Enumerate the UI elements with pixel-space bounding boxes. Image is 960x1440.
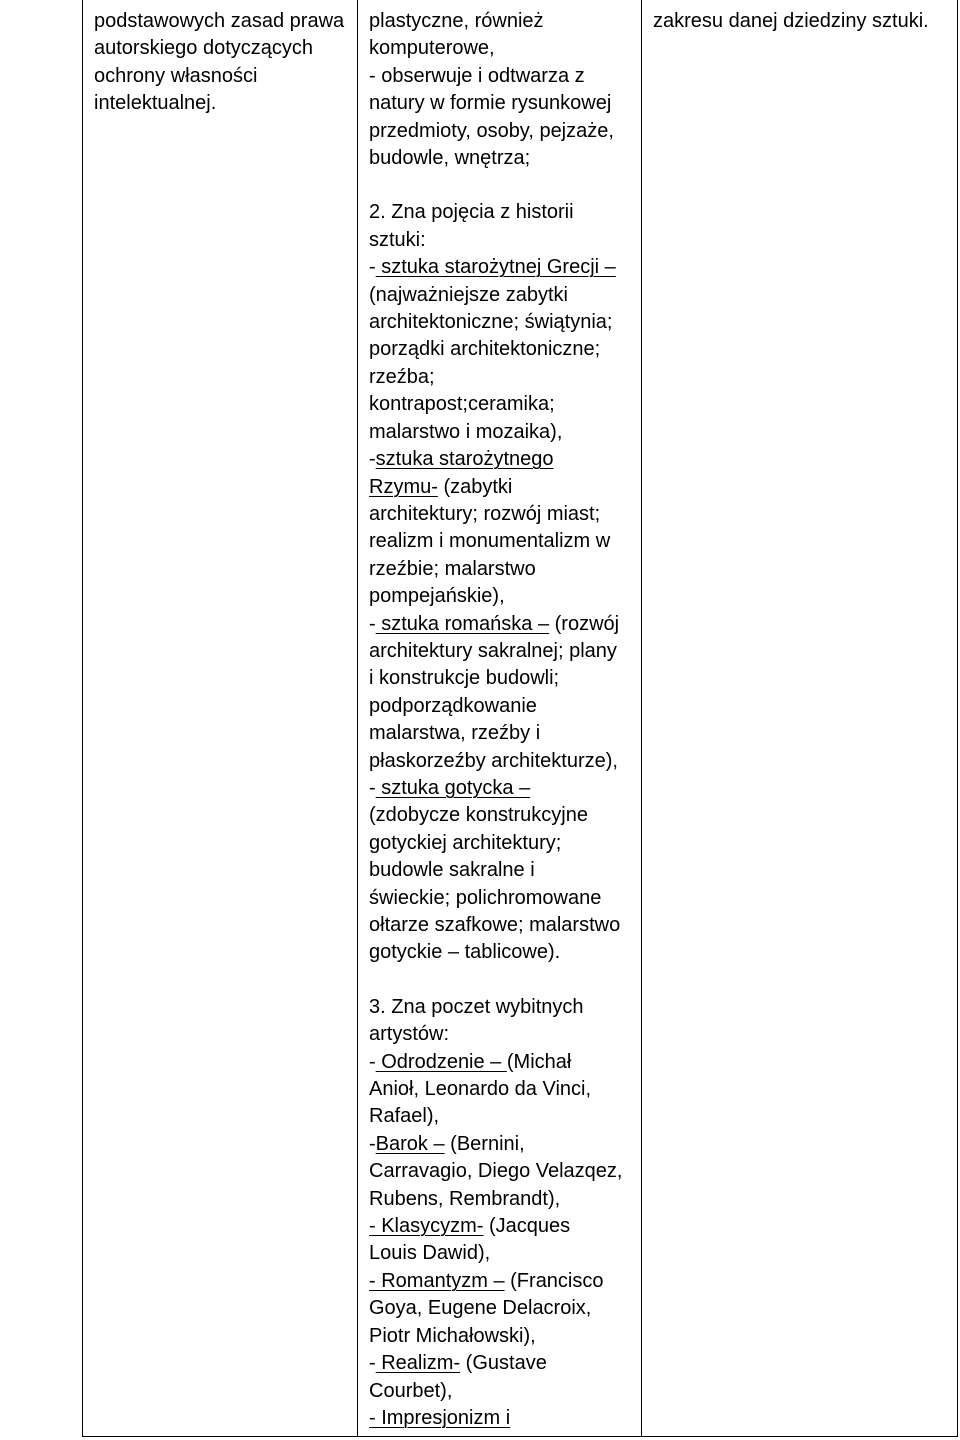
text-line: malarstwa, rzeźby i: [369, 722, 541, 745]
text-line: budowle sakralne i: [369, 859, 535, 882]
term-classicism: - Klasycyzm-: [369, 1215, 484, 1238]
text-line: (zdobycze konstrukcyjne: [369, 804, 588, 827]
section-1-skills: [369, 8, 631, 172]
text-line: malarstwo i mozaika),: [369, 420, 563, 443]
term-line-romanticism: - Romantyzm – (Francisco: [369, 1269, 604, 1292]
text-line: Goya, Eugene Delacroix,: [369, 1297, 592, 1320]
text-line: architektury sakralnej; plany: [369, 639, 617, 662]
table-row: [83, 0, 958, 1437]
text-line: komputerowe,: [369, 37, 495, 60]
text-line: artystów:: [369, 1023, 450, 1046]
term-line-baroque: -Barok – (Bernini,: [369, 1132, 525, 1155]
text-line: 2. Zna pojęcia z historii: [369, 201, 574, 224]
text-line: Anioł, Leonardo da Vinci,: [369, 1078, 592, 1101]
term-line-realism: - Realizm- (Gustave: [369, 1352, 547, 1375]
text-line: - obserwuje i odtwarza z: [369, 64, 585, 87]
text-line: podstawowych zasad prawa: [94, 10, 345, 32]
text-line: świeckie; polichromowane: [369, 886, 602, 909]
text-line: rzeźbie; malarstwo: [369, 557, 536, 580]
text-line: podporządkowanie: [369, 694, 537, 717]
text-line: (najważniejsze zabytki: [369, 283, 568, 306]
text-line: sztuki:: [369, 228, 426, 251]
text-line: plastyczne, również: [369, 10, 544, 32]
text-line: Piotr Michałowski),: [369, 1324, 536, 1347]
term-line-impressionism: [369, 1405, 631, 1432]
text-line: kontrapost;ceramika;: [369, 393, 555, 416]
text-line: rzeźba;: [369, 365, 435, 388]
term-romanticism: - Romantyzm –: [369, 1269, 505, 1292]
text-line: porządki architektoniczne;: [369, 338, 601, 361]
term-line-romanesque: - sztuka romańska – (rozwój: [369, 612, 620, 635]
term-greece: sztuka starożytnej Grecji –: [375, 256, 616, 279]
term-line-rome-2: Rzymu- (zabytki: [369, 475, 513, 498]
text-line: gotyckiej architektury;: [369, 831, 562, 854]
text-line: gotyckie – tablicowe).: [369, 941, 561, 964]
text-line: ochrony własności: [94, 64, 258, 87]
curriculum-table: [82, 0, 958, 1437]
column-1-cell: [83, 0, 358, 1437]
text-line: autorskiego dotyczących: [94, 37, 314, 60]
term-line-renaissance: - Odrodzenie – (Michał: [369, 1050, 572, 1073]
section-2-art-history: [369, 199, 631, 966]
term-rome: sztuka starożytnego: [375, 448, 554, 471]
text-line: Carravagio, Diego Velazqez,: [369, 1160, 623, 1183]
text-line: i konstrukcje budowli;: [369, 667, 560, 690]
column-2-cell: [358, 0, 642, 1437]
text-line: zakresu danej dziedziny sztuki.: [653, 10, 929, 32]
text-line: Rafael),: [369, 1105, 440, 1128]
term-rome-2: Rzymu-: [369, 475, 438, 498]
term-realism: Realizm-: [375, 1352, 461, 1375]
text-line: pompejańskie),: [369, 585, 505, 608]
term-baroque: Barok –: [375, 1132, 445, 1155]
term-line-greece: - sztuka starożytnej Grecji –: [369, 256, 616, 279]
text-line: przedmioty, osoby, pejzaże,: [369, 119, 614, 142]
text-line: ołtarze szafkowe; malarstwo: [369, 914, 621, 936]
term-romanesque: sztuka romańska –: [375, 612, 550, 635]
term-renaissance: Odrodzenie –: [375, 1050, 507, 1073]
text-line: natury w formie rysunkowej: [369, 92, 612, 115]
section-3-artists: [369, 994, 631, 1433]
text-line: Louis Dawid),: [369, 1242, 491, 1265]
column-3-cell: [642, 0, 958, 1437]
text-line: budowle, wnętrza;: [369, 147, 531, 170]
text-line: Courbet),: [369, 1379, 453, 1402]
text-line: architektoniczne; świątynia;: [369, 311, 613, 334]
text-line: płaskorzeźby architekturze),: [369, 749, 618, 772]
term-line-classicism: - Klasycyzm- (Jacques: [369, 1215, 571, 1238]
term-line-rome: -sztuka starożytnego: [369, 448, 554, 471]
text-line: architektury; rozwój miast;: [369, 502, 601, 525]
text-line: Rubens, Rembrandt),: [369, 1187, 561, 1210]
term-line-gothic: - sztuka gotycka –: [369, 776, 531, 799]
text-line: intelektualnej.: [94, 92, 217, 115]
text-line: 3. Zna poczet wybitnych: [369, 995, 584, 1018]
text-line: realizm i monumentalizm w: [369, 530, 611, 553]
term-impressionism: - Impresjonizm i: [369, 1406, 511, 1429]
term-gothic: sztuka gotycka –: [375, 776, 531, 799]
